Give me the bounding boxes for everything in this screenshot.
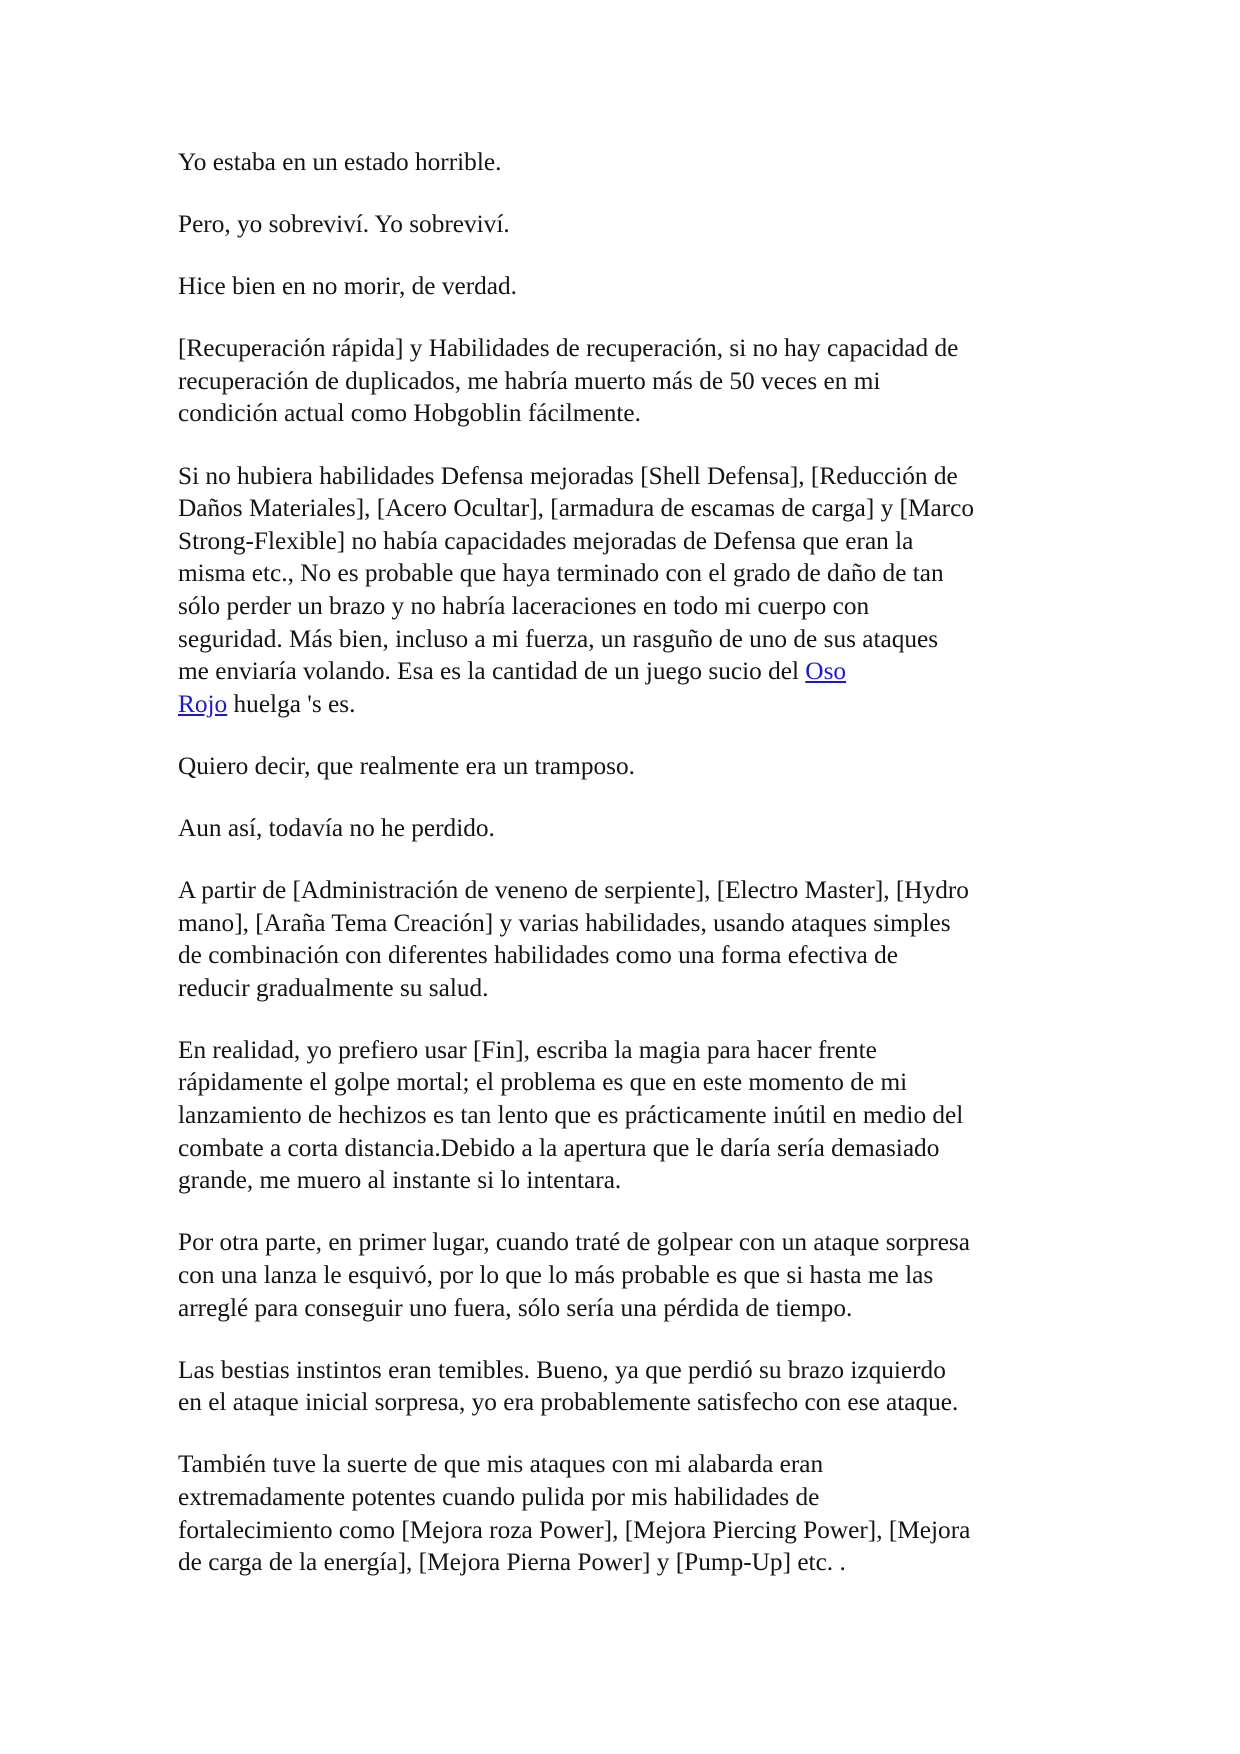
paragraph	[178, 874, 1083, 1004]
text-line: de combinación con diferentes habilidades como una forma efectiva de	[178, 941, 898, 970]
text-line: lanzamiento de hechizos es tan lento que es prácticamente inútil en medio del	[178, 1101, 964, 1130]
text-line: combate a corta distancia.Debido a la apertura que le daría sería demasiado	[178, 1133, 940, 1162]
text-line: Las bestias instintos eran temibles. Bueno, ya que perdió su brazo izquierdo	[178, 1355, 946, 1384]
text-line: mano], [Araña Tema Creación] y varias habilidades, usando ataques simples	[178, 908, 951, 937]
text-line: misma etc., No es probable que haya terminado con el grado de daño de tan	[178, 559, 944, 588]
paragraph	[178, 1354, 1083, 1419]
paragraph	[178, 332, 1083, 430]
paragraph	[178, 460, 1083, 721]
text-line: Daños Materiales], [Acero Ocultar], [armadura de escamas de carga] y [Marco	[178, 494, 974, 523]
text-line: grande, me muero al instante si lo intentara.	[178, 1166, 622, 1195]
text-line: extremadamente potentes cuando pulida por mis habilidades de	[178, 1482, 820, 1511]
text-line: recuperación de duplicados, me habría muerto más de 50 veces en mi	[178, 366, 881, 395]
text-line: A partir de [Administración de veneno de serpiente], [Electro Master], [Hydro	[178, 876, 969, 904]
text-line-with-link	[178, 655, 1083, 688]
text-line: seguridad. Más bien, incluso a mi fuerza, un rasguño de uno de sus ataques	[178, 624, 939, 653]
text-segment: huelga 's es.	[227, 689, 356, 718]
paragraph	[178, 750, 1083, 783]
document-body	[178, 146, 1083, 1608]
paragraph	[178, 812, 1083, 845]
text-line: Hice bien en no morir, de verdad.	[178, 272, 517, 301]
text-line-with-link	[178, 688, 1083, 721]
text-segment: me enviaría volando. Esa es la cantidad de un juego sucio del	[178, 657, 806, 686]
paragraph	[178, 146, 1083, 179]
text-line: En realidad, yo prefiero usar [Fin], escriba la magia para hacer frente	[178, 1035, 877, 1064]
text-line: sólo perder un brazo y no habría laceraciones en todo mi cuerpo con	[178, 591, 870, 620]
text-line: Si no hubiera habilidades Defensa mejoradas [Shell Defensa], [Reducción de	[178, 461, 958, 490]
oso-rojo-link-part-1[interactable]: Oso	[805, 657, 847, 686]
text-line: con una lanza le esquivó, por lo que lo más probable es que si hasta me las	[178, 1260, 934, 1289]
text-line: Pero, yo sobreviví. Yo sobreviví.	[178, 210, 510, 239]
text-line: fortalecimiento como [Mejora roza Power], [Mejora Piercing Power], [Mejora	[178, 1515, 971, 1544]
text-line: de carga de la energía], [Mejora Pierna Power] y [Pump-Up] etc. .	[178, 1548, 846, 1577]
paragraph	[178, 1034, 1083, 1197]
text-line: en el ataque inicial sorpresa, yo era probablemente satisfecho con ese ataque.	[178, 1388, 959, 1417]
paragraph	[178, 208, 1083, 241]
text-line: rápidamente el golpe mortal; el problema es que en este momento de mi	[178, 1068, 908, 1097]
text-line: condición actual como Hobgoblin fácilmente.	[178, 399, 641, 428]
text-line: [Recuperación rápida] y Habilidades de recuperación, si no hay capacidad de	[178, 334, 959, 363]
text-line: Por otra parte, en primer lugar, cuando traté de golpear con un ataque sorpresa	[178, 1228, 970, 1257]
oso-rojo-link-part-2[interactable]: Rojo	[178, 689, 228, 718]
paragraph	[178, 1226, 1083, 1324]
text-line: Yo estaba en un estado horrible.	[178, 148, 502, 176]
paragraph	[178, 1448, 1083, 1578]
text-line: Aun así, todavía no he perdido.	[178, 813, 495, 842]
text-line: También tuve la suerte de que mis ataques con mi alabarda eran	[178, 1450, 824, 1479]
text-line: Quiero decir, que realmente era un tramposo.	[178, 751, 635, 780]
text-line: reducir gradualmente su salud.	[178, 973, 489, 1002]
paragraph	[178, 270, 1083, 303]
text-line: arreglé para conseguir uno fuera, sólo sería una pérdida de tiempo.	[178, 1293, 853, 1322]
text-line: Strong-Flexible] no había capacidades mejoradas de Defensa que eran la	[178, 526, 914, 555]
